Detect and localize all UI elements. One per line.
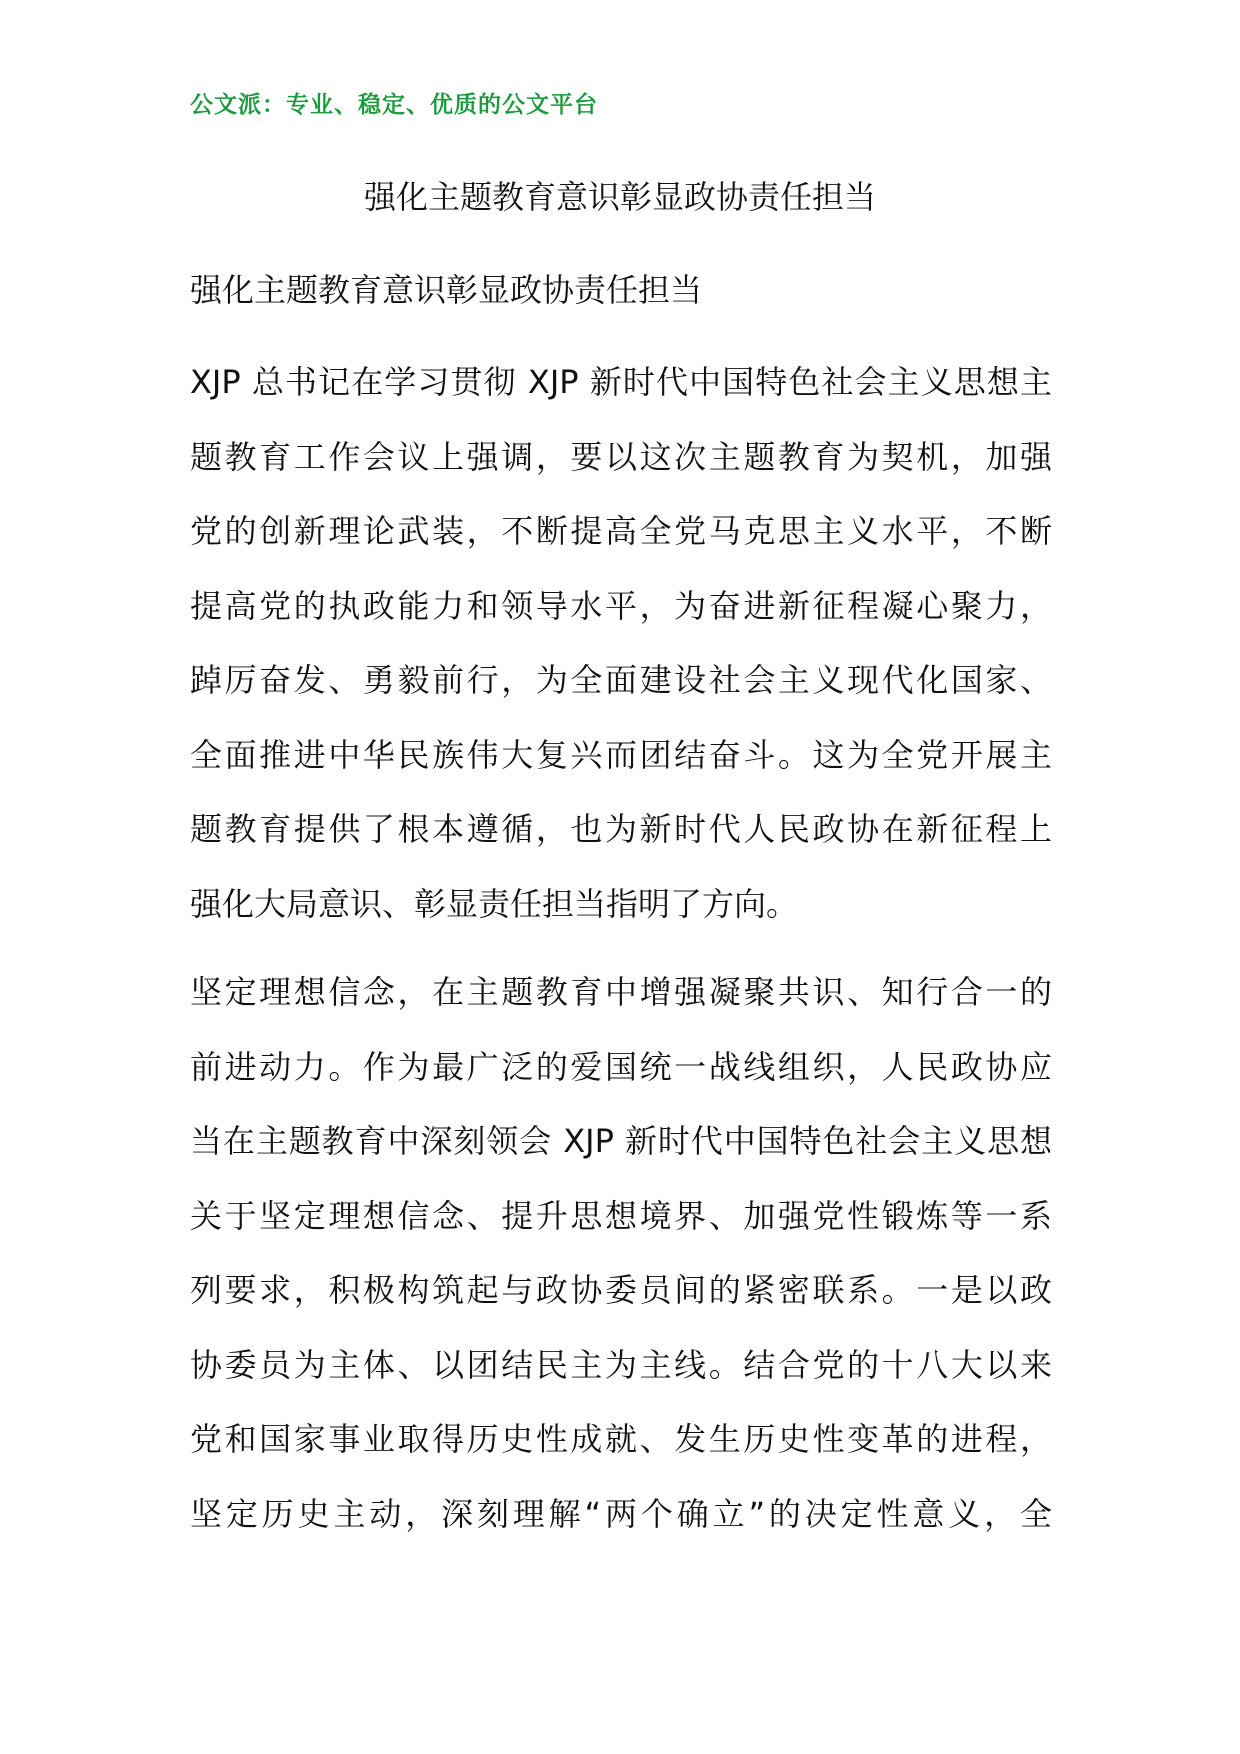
paragraph-line: 党和国家事业取得历史性成就、发生历史性变革的进程， (190, 1420, 1052, 1458)
paragraph-line: 当在主题教育中深刻领会 XJP 新时代中国特色社会主义思想 (190, 1122, 1052, 1160)
paragraph-line: 强化大局意识、彰显责任担当指明了方向。 (190, 884, 799, 923)
paragraph-1 (190, 345, 1052, 941)
paragraph-line: 协委员为主体、以团结民主为主线。结合党的十八大以来 (190, 1345, 1052, 1384)
paragraph-line: 前进动力。作为最广泛的爱国统一战线组织，人民政协应 (190, 1047, 1052, 1086)
paragraph-line: 踔厉奋发、勇毅前行，为全面建设社会主义现代化国家、 (190, 661, 1052, 699)
paragraph-line: 题教育工作会议上强调，要以这次主题教育为契机，加强 (190, 437, 1052, 476)
paragraph-line: 列要求，积极构筑起与政协委员间的紧密联系。一是以政 (190, 1271, 1052, 1309)
header-brand: 公文派：专业、稳定、优质的公文平台 (190, 92, 598, 118)
document-subtitle: 强化主题教育意识彰显政协责任担当 (190, 271, 703, 309)
paragraph-line: 题教育提供了根本遵循，也为新时代人民政协在新征程上 (190, 810, 1052, 848)
paragraph-line: XJP 总书记在学习贯彻 XJP 新时代中国特色社会主义思想主 (190, 363, 1052, 401)
paragraph-line: 坚定历史主动，深刻理解“两个确立”的决定性意义，全 (190, 1494, 1052, 1533)
paragraph-line: 关于坚定理想信念、提升思想境界、加强党性锻炼等一系 (190, 1196, 1052, 1235)
paragraph-2 (190, 955, 1052, 1551)
paragraph-line: 全面推进中华民族伟大复兴而团结奋斗。这为全党开展主 (190, 735, 1052, 774)
paragraph-line: 坚定理想信念，在主题教育中增强凝聚共识、知行合一的 (190, 973, 1052, 1011)
paragraph-line: 党的创新理论武装，不断提高全党马克思主义水平，不断 (190, 512, 1052, 550)
document-title: 强化主题教育意识彰显政协责任担当 (363, 178, 876, 216)
paragraph-line: 提高党的执政能力和领导水平，为奋进新征程凝心聚力， (190, 586, 1052, 625)
